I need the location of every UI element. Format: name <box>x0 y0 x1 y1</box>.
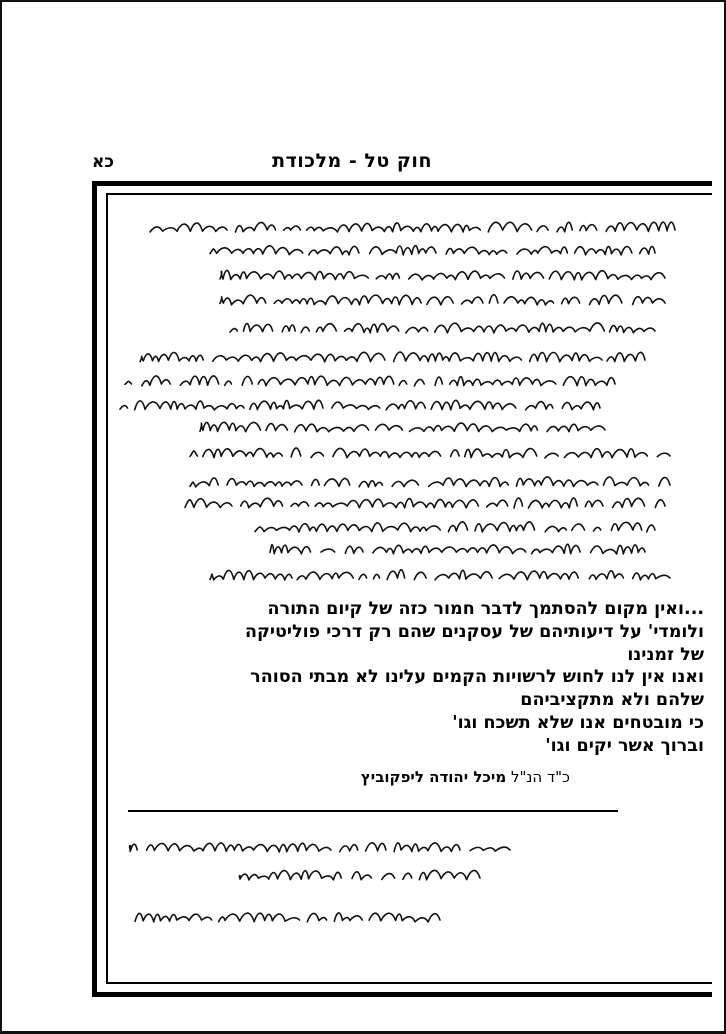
handwritten-line <box>140 352 645 362</box>
transcript-line: ואנו אין לנו לחוש לרשויות הקמים עלינו לא מבתי הסוהר <box>250 667 704 688</box>
handwritten-line <box>210 570 670 580</box>
transcript-line: כי מובטחים אנו שלא תשכח וגו' <box>452 712 704 733</box>
transcript-line: שלהם ולא מתקציביהם <box>520 690 704 711</box>
handwritten-line <box>230 323 655 333</box>
handwritten-line <box>220 295 665 305</box>
handwritten-line <box>190 448 670 458</box>
handwritten-line <box>255 522 655 532</box>
running-header <box>92 150 704 176</box>
handwritten-line <box>125 376 615 386</box>
handwritten-signatures <box>120 820 540 970</box>
handwritten-line <box>270 544 645 554</box>
handwritten-letter <box>110 200 700 590</box>
signature-line <box>130 843 510 852</box>
handwritten-line <box>150 222 675 232</box>
handwritten-line <box>190 477 670 487</box>
signature-credit <box>361 768 570 786</box>
running-title: חוק טל - מלכודת <box>272 150 432 172</box>
signature-line <box>135 913 440 922</box>
credit-name: מיכל יהודה ליפקוביץ <box>360 768 507 786</box>
transcript-line: וברוך אשר יקים וגו' <box>545 735 704 756</box>
transcript-line: ולומדי' על דיעותיהם של עסקנים שהם רק דרכי פוליטיקה <box>244 621 704 642</box>
credit-prefix: כ"ד הנ"ל <box>506 768 570 786</box>
handwritten-line <box>185 498 665 508</box>
separator-line <box>128 810 618 812</box>
handwritten-line <box>200 422 605 432</box>
handwritten-line <box>220 270 665 280</box>
signature-line <box>239 870 480 880</box>
handwritten-line <box>210 246 655 255</box>
transcript-line: ...ואין מקום להסתמך לדבר חמור כזה של קיום התורה <box>267 599 704 619</box>
handwritten-line <box>120 400 600 410</box>
page-number: כא <box>92 152 115 172</box>
transcript-line: של זמנינו <box>627 644 704 665</box>
printed-transcript <box>114 598 704 758</box>
